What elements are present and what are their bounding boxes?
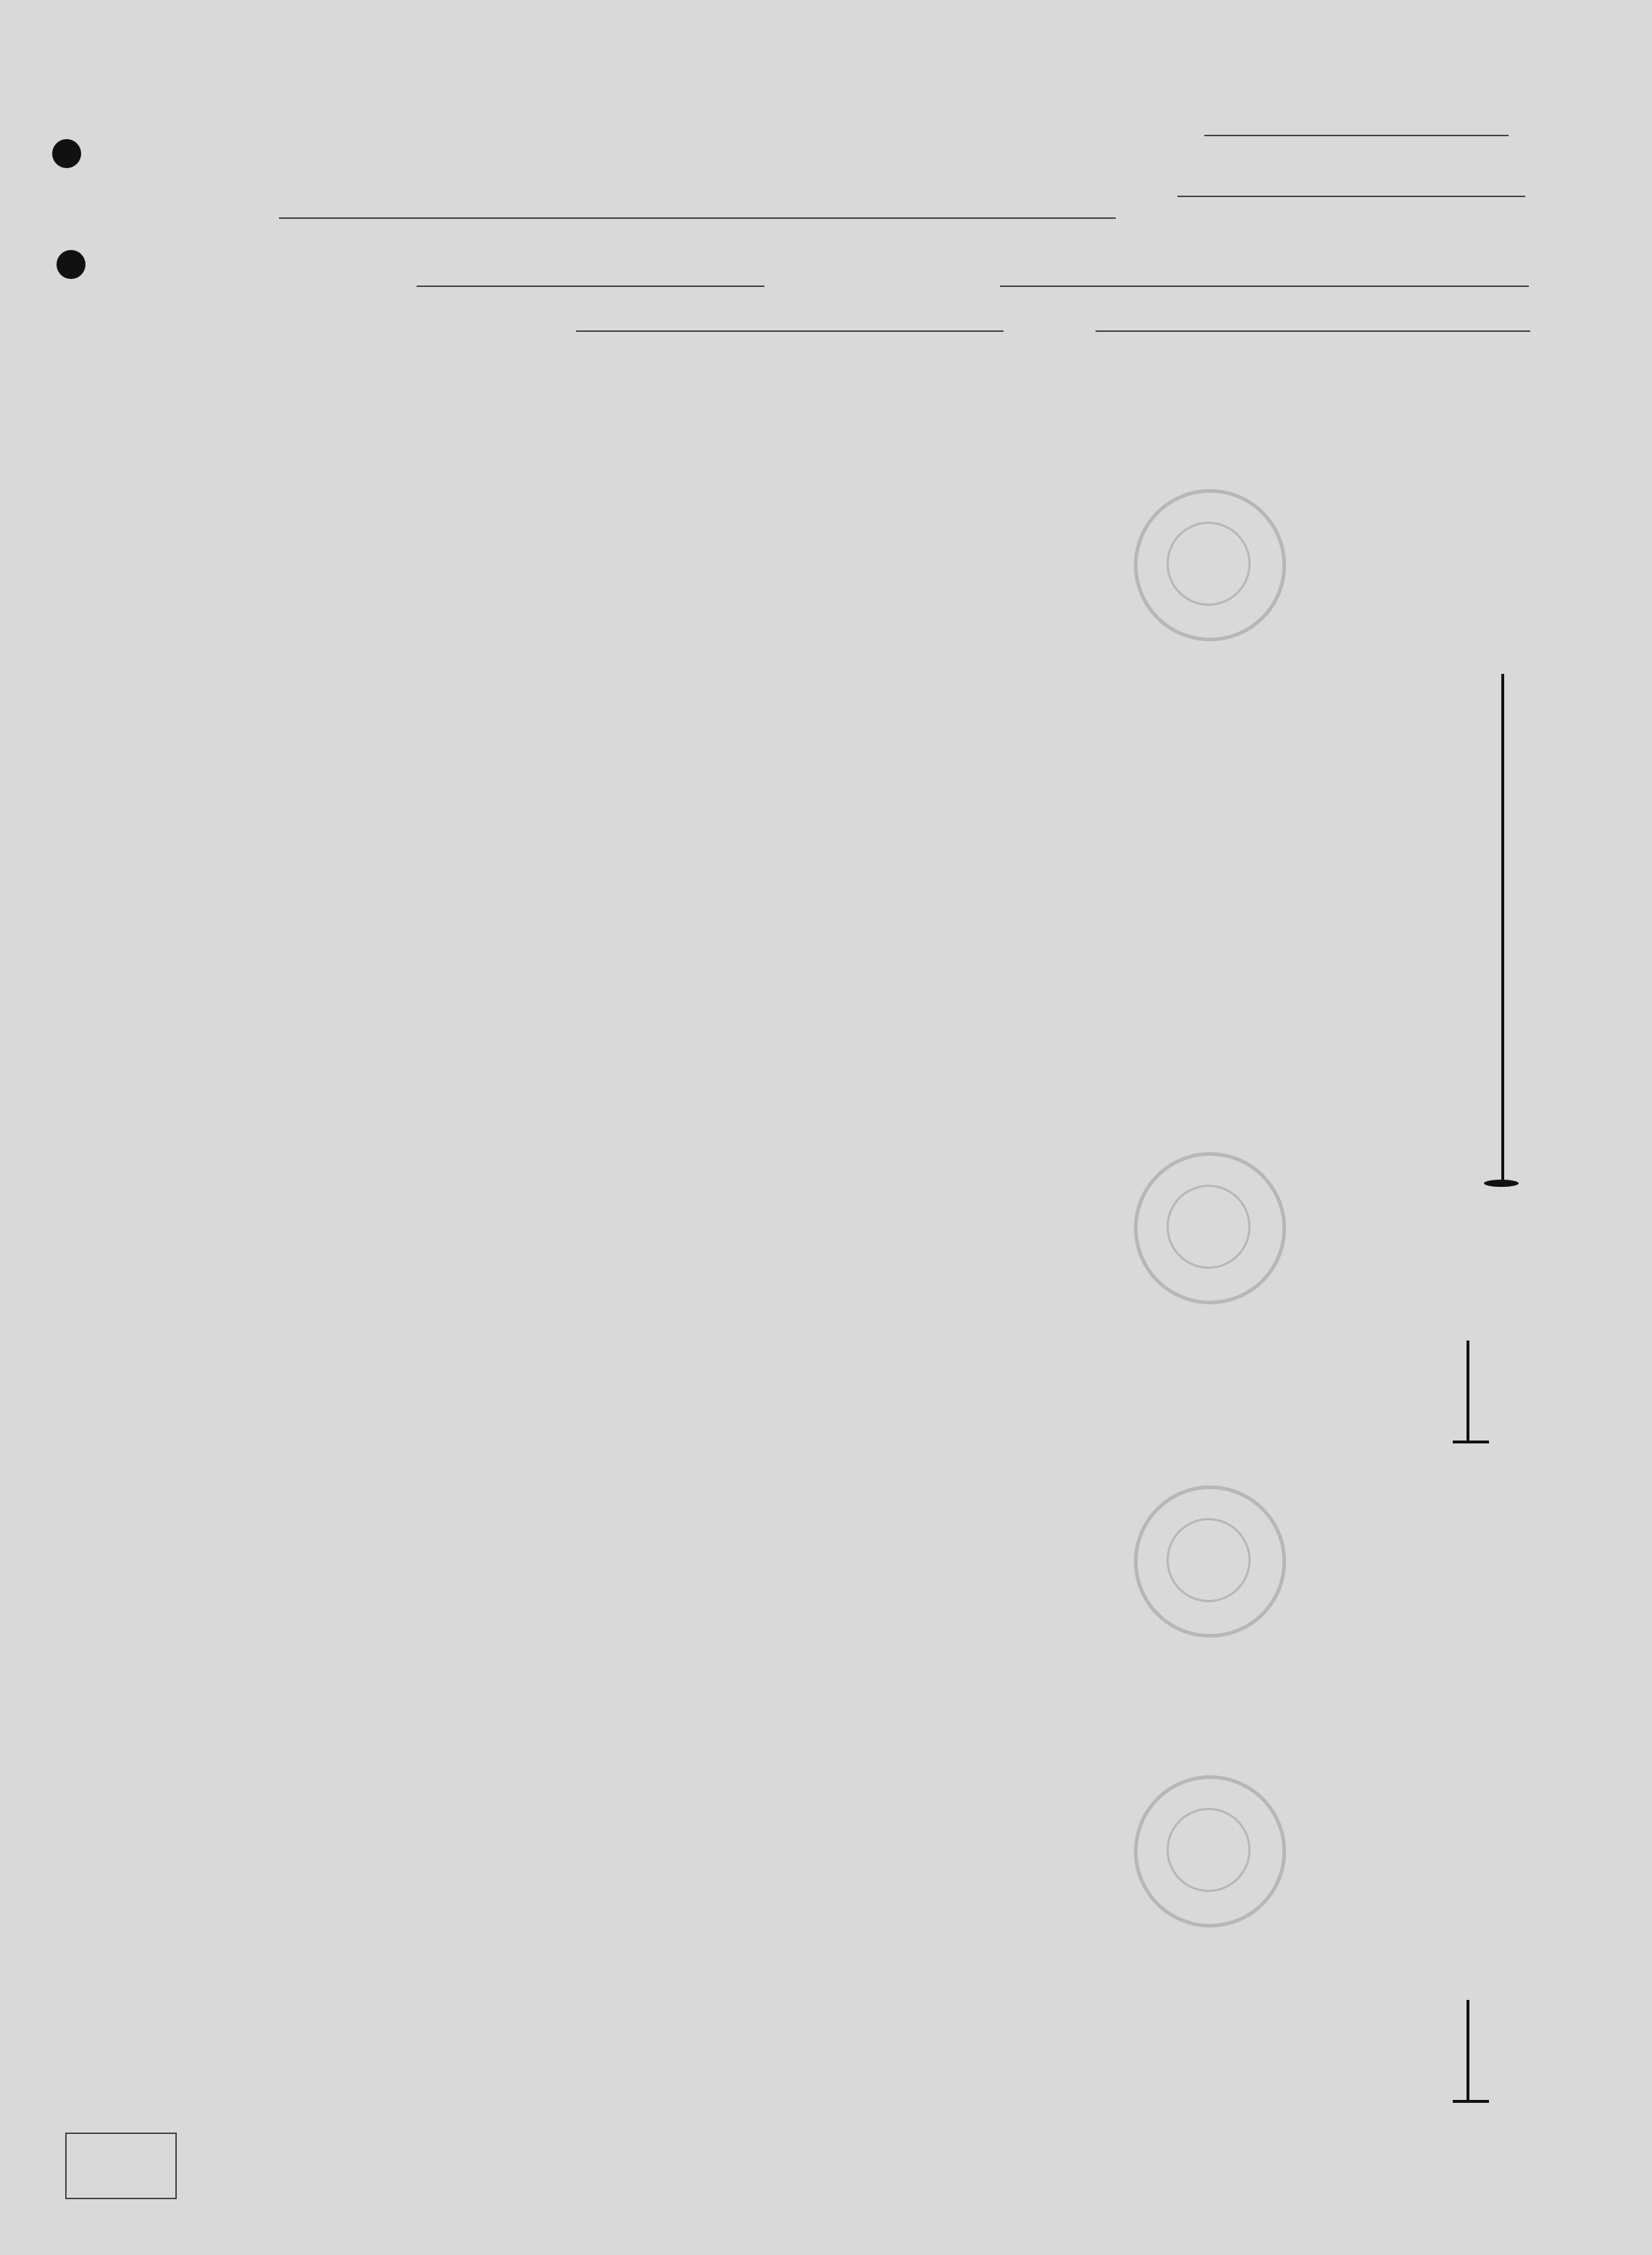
- bracket-line-2: [1467, 1341, 1469, 1442]
- binder-hole-bottom: [57, 250, 85, 279]
- total-box: [65, 2133, 177, 2199]
- bracket-foot-3: [1453, 2100, 1489, 2103]
- bracket-foot-2: [1453, 1441, 1489, 1443]
- customs-seal-4-inner: [1167, 1808, 1251, 1892]
- bracket-line-3: [1467, 2000, 1469, 2101]
- bracket-end-1: [1484, 1180, 1519, 1187]
- customs-seal-3-inner: [1167, 1518, 1251, 1602]
- customs-seal-1-inner: [1167, 522, 1251, 606]
- customs-seal-2-inner: [1167, 1185, 1251, 1269]
- bracket-line-1: [1501, 674, 1504, 1181]
- binder-hole-top: [52, 139, 81, 168]
